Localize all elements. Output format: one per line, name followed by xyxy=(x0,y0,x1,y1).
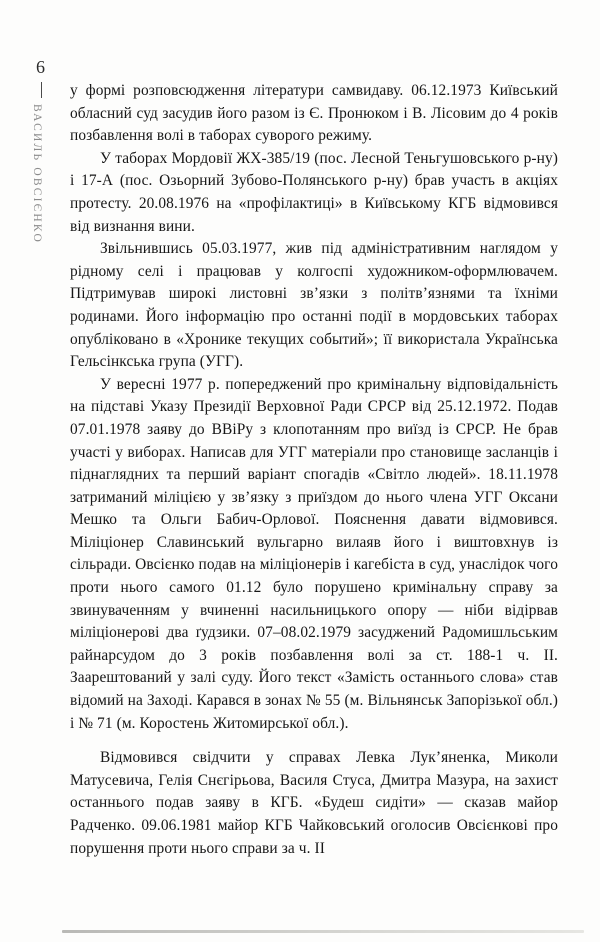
running-head-rule xyxy=(41,82,42,98)
page-number: 6 xyxy=(36,57,45,77)
body-paragraph: у формі розповсюдження літератури самвидаву. 06.12.1973 Київський обласний суд засудив його разом із Є. Пронюком і В. Лісовим до 4 років позбавлення волі в таборах суворого режиму. xyxy=(70,82,558,145)
body-paragraph: У вересні 1977 р. попереджений про кримінальну відповідальність на підставі Указу Президії Верховної Ради СРСР від 25.12.1972. Подав 07.01.1978 заяву до ВВіРу з клопотанням про виїзд із СРСР. Не брав участі у виборах. Написав для УГГ матеріали про становище засланців і піднаглядних та перший варіант спогадів «Світло людей». 18.11.1978 затриманий міліцією у зв’язку з приїздом до нього члена УГГ Оксани Мешко та Ольги Бабич-Орлової. Пояснення давати відмовився. Міліціонер Славинський вульгарно вилаяв його і виштовхнув із сільради. Овсієнко подав на міліціонерів і кагебіста в суд, унаслідок чого проти нього самого 01.12 було порушено кримінальну справу за звинуваченням у вчиненні насильницького опору — ніби відірвав міліціонерові два ґудзики. 07–08.02.1979 засуджений Радомишльським райнарсудом до 3 років позбавлення волі за ст. 188-1 ч. II. Заарештований у залі суду. Його текст «Замість останнього слова» став відомий на Заході. Карався в зонах № 55 (м. Вільнянськ Запорізької обл.) і № 71 (м. Коростень Житомирської обл.). xyxy=(70,375,558,732)
running-head-author: ВАСИЛЬ ОВСІЄНКО xyxy=(31,104,43,244)
body-paragraph: Звільнившись 05.03.1977, жив під адміністративним наглядом у рідному селі і працював у колгоспі художником-оформлювачем. Підтримував широкі листовні зв’язки з політв’язнями та їхніми родинами. Його інформацію про останні події в мордовських таборах опубліковано в «Хронике текущих событий»; її використала Українська Гельсінкська група (УГГ). xyxy=(70,240,558,371)
body-paragraph: Відмовився свідчити у справах Левка Лук’яненка, Миколи Матусевича, Гелія Снєгірьова, Василя Стуса, Дмитра Мазура, на захист останнього подав заяву в КГБ. «Будеш сидіти» — сказав майор Радченко. 09.06.1981 майор КГБ Чайковський оголосив Овсієнкові про порушення проти нього справи за ч. II xyxy=(70,749,558,857)
page-edge-shadow xyxy=(62,930,584,933)
body-text xyxy=(70,80,558,860)
body-paragraph: У таборах Мордовії ЖХ-385/19 (пос. Лесной Теньгушовського р-ну) і 17-А (пос. Озьорний Зубово-Полянського р-ну) брав участь в акціях протесту. 20.08.1976 на «профілактиці» в Київському КГБ відмовився від визнання вини. xyxy=(70,149,558,235)
